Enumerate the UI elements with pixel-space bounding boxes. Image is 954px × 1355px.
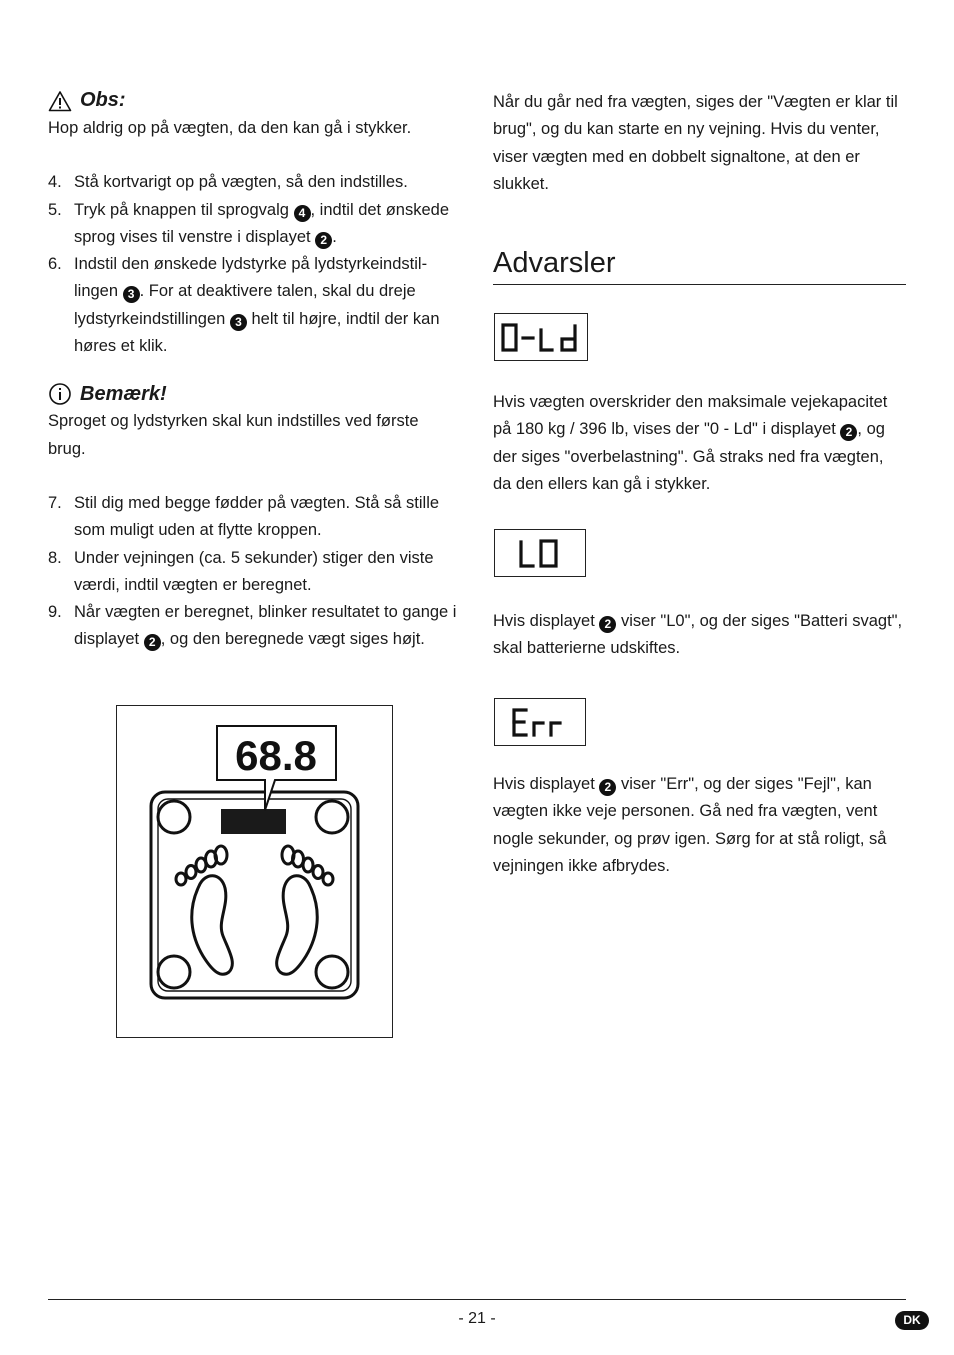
info-icon — [48, 382, 72, 406]
callout-2: 2 — [599, 779, 616, 796]
callout-4: 4 — [294, 205, 311, 222]
callout-3: 3 — [123, 286, 140, 303]
footer-divider — [48, 1299, 906, 1300]
step-number: 9. — [48, 603, 62, 622]
left-column — [48, 87, 458, 654]
step-number: 4. — [48, 173, 62, 192]
list-item — [48, 599, 458, 654]
lcd-display-overload — [494, 313, 588, 361]
warning-icon — [48, 90, 72, 112]
callout-2: 2 — [144, 634, 161, 651]
list-item — [48, 545, 458, 600]
step-text: Tryk på knappen til sprogvalg 4 , indtil det ønskede sprog vises til venstre i displayet 2 . — [74, 200, 450, 247]
lcd-display-low-battery — [494, 529, 586, 577]
step-number: 5. — [48, 200, 62, 219]
list-item — [48, 169, 458, 196]
callout-2: 2 — [840, 424, 857, 441]
note-title: Bemærk! — [80, 382, 167, 405]
warning-overload-text: Hvis vægten overskrider den maksimale vejekapacitet på 180 kg / 396 lb, vises der "0 - Ld" i displayet 2 , og der siges "overbelastning". Gå straks ned fra vægten, da den ellers kan gå i stykker. — [493, 393, 888, 493]
warning-low-battery-text: Hvis displayet 2 viser "L0", og der siges "Batteri svagt", skal batterierne udskiftes. — [493, 612, 903, 658]
scale-illustration — [116, 705, 393, 1038]
language-badge: DK — [895, 1311, 929, 1330]
list-item — [48, 197, 458, 252]
callout-2: 2 — [599, 616, 616, 633]
warning-error-text: Hvis displayet 2 viser "Err", og der siges "Fejl", kan vægten ikke veje personen. Gå ned fra vægten, vent nogle sekunder, og prøv igen. Sørg for at stå roligt, så vejningen ikke afbrydes. — [493, 775, 887, 875]
callout-3: 3 — [230, 314, 247, 331]
step-number: 6. — [48, 255, 62, 274]
step-text: Stå kortvarigt op på vægten, så den indstilles. — [74, 173, 408, 192]
page-number: - 21 - — [458, 1310, 496, 1327]
steps-list-a — [48, 169, 458, 360]
note-text: Sproget og lydstyrken skal kun indstilles ved første brug. — [48, 412, 419, 458]
step-text: Under vejningen (ca. 5 sekunder) stiger den viste værdi, indtil vægten er beregnet. — [74, 548, 434, 594]
lcd-display-error — [494, 698, 586, 746]
right-column-intro — [493, 89, 906, 198]
intro-text: Når du går ned fra vægten, siges der "Vægten er klar til brug", og du kan starte en ny vejning. Hvis du venter, viser vægten med en dobbelt signaltone, at den er slukket. — [493, 93, 898, 193]
note-heading — [48, 380, 458, 408]
step-number: 7. — [48, 493, 62, 512]
obs-title: Obs: — [80, 89, 126, 112]
callout-2: 2 — [315, 232, 332, 249]
obs-heading — [48, 87, 458, 115]
steps-list-b — [48, 490, 458, 654]
step-text: Når vægten er beregnet, blinker resultatet to gange i displayet 2 , og den beregnede vægt siges højt. — [74, 603, 457, 650]
section-title: Advarsler — [493, 244, 906, 285]
list-item — [48, 251, 458, 360]
step-number: 8. — [48, 548, 62, 567]
step-text: Stil dig med begge fødder på vægten. Stå så stille som muligt uden at flytte kroppen. — [74, 493, 440, 540]
list-item — [48, 490, 458, 545]
display-weight-value: 68.8 — [235, 732, 317, 779]
step-text: Indstil den ønskede lydstyrke på lydstyrkeindstillingen 3 . For at deaktivere talen, skal du dreje lydstyrkeindstillingen 3 helt til højre, indtil der kan høres et klik. — [74, 255, 440, 356]
obs-text: Hop aldrig op på vægten, da den kan gå i stykker. — [48, 119, 412, 137]
